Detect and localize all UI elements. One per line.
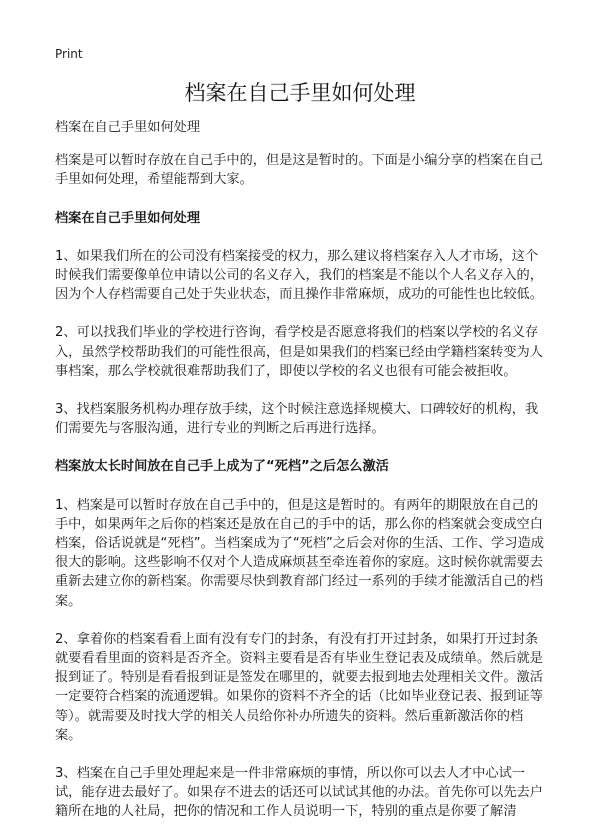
section2-paragraph-2: 2、拿着你的档案看看上面有没有专门的封条，有没有打开过封条，如果打开过封条就要看看里面的资料是否齐全。资料主要看是否有毕业生登记表及成绩单。然后就是报到证了。特别是看看报到证是签发在哪里的，就要去报到地去处理相关文件。激活一定要符合档案的流通逻辑。如果你的资料不齐全的话（比如毕业登记表、报到证等等）。就需要及时找大学的相关人员给你补办所遗失的资料。然后重新激活你的档案。 bbox=[55, 631, 543, 743]
section2-paragraph-3: 3、档案在自己手里处理起来是一件非常麻烦的事情，所以你可以去人才中心试一试，能存进去最好了。如果存不进去的话还可以试试其他的办法。首先你可以先去户籍所在地的人社局，把你的情况和工作人员说明一下，特别的重点是你要了解清 bbox=[55, 766, 543, 820]
print-link[interactable]: Print bbox=[55, 47, 83, 61]
section-heading-2: 档案放太长时间放在自己手上成为了“死档”之后怎么激活 bbox=[55, 459, 389, 475]
intro-paragraph: 档案是可以暂时存放在自己手中的，但是这是暂时的。下面是小编分享的档案在自己手里如何处理，希望能帮到大家。 bbox=[55, 153, 543, 188]
section-heading-1: 档案在自己手里如何处理 bbox=[55, 210, 201, 226]
page-title: 档案在自己手里如何处理 bbox=[184, 81, 416, 105]
article-subtitle: 档案在自己手里如何处理 bbox=[55, 120, 201, 135]
section1-paragraph-3: 3、找档案服务机构办理存放手续，这个时候注意选择规模大、口碑较好的机构，我们需要先与客服沟通，进行专业的判断之后再进行选择。 bbox=[55, 402, 539, 437]
section1-paragraph-1: 1、如果我们所在的公司没有档案接受的权力，那么建议将档案存入人才市场，这个时候我们需要像单位申请以公司的名义存入，我们的档案是不能以个人名义存入的，因为个人存档需要自己处于失业状态，而且操作非常麻烦，成功的可能性也比较低。 bbox=[55, 248, 543, 303]
article-body bbox=[55, 118, 547, 828]
section2-paragraph-1: 1、档案是可以暂时存放在自己手中的，但是这是暂时的。有两年的期限放在自己的手中，如果两年之后你的档案还是放在自己的手中的话，那么你的档案就会变成空白档案，俗话说就是“死档”。当档案成为了“死档”之后会对你的生活、工作、学习造成很大的影响。这些影响不仅对个人造成麻烦甚至牵连着你的家庭。这时候你就需要去重新去建立你的新档案。你需要尽快到教育部门经过一系列的手续才能激活自己的档案。 bbox=[55, 497, 544, 609]
section1-paragraph-2: 2、可以找我们毕业的学校进行咨询，看学校是否愿意将我们的档案以学校的名义存入，虽然学校帮助我们的可能性很高，但是如果我们的档案已经由学籍档案转变为人事档案，那么学校就很难帮助我们了，即使以学校的名义也很有可能会被拒收。 bbox=[55, 325, 543, 379]
